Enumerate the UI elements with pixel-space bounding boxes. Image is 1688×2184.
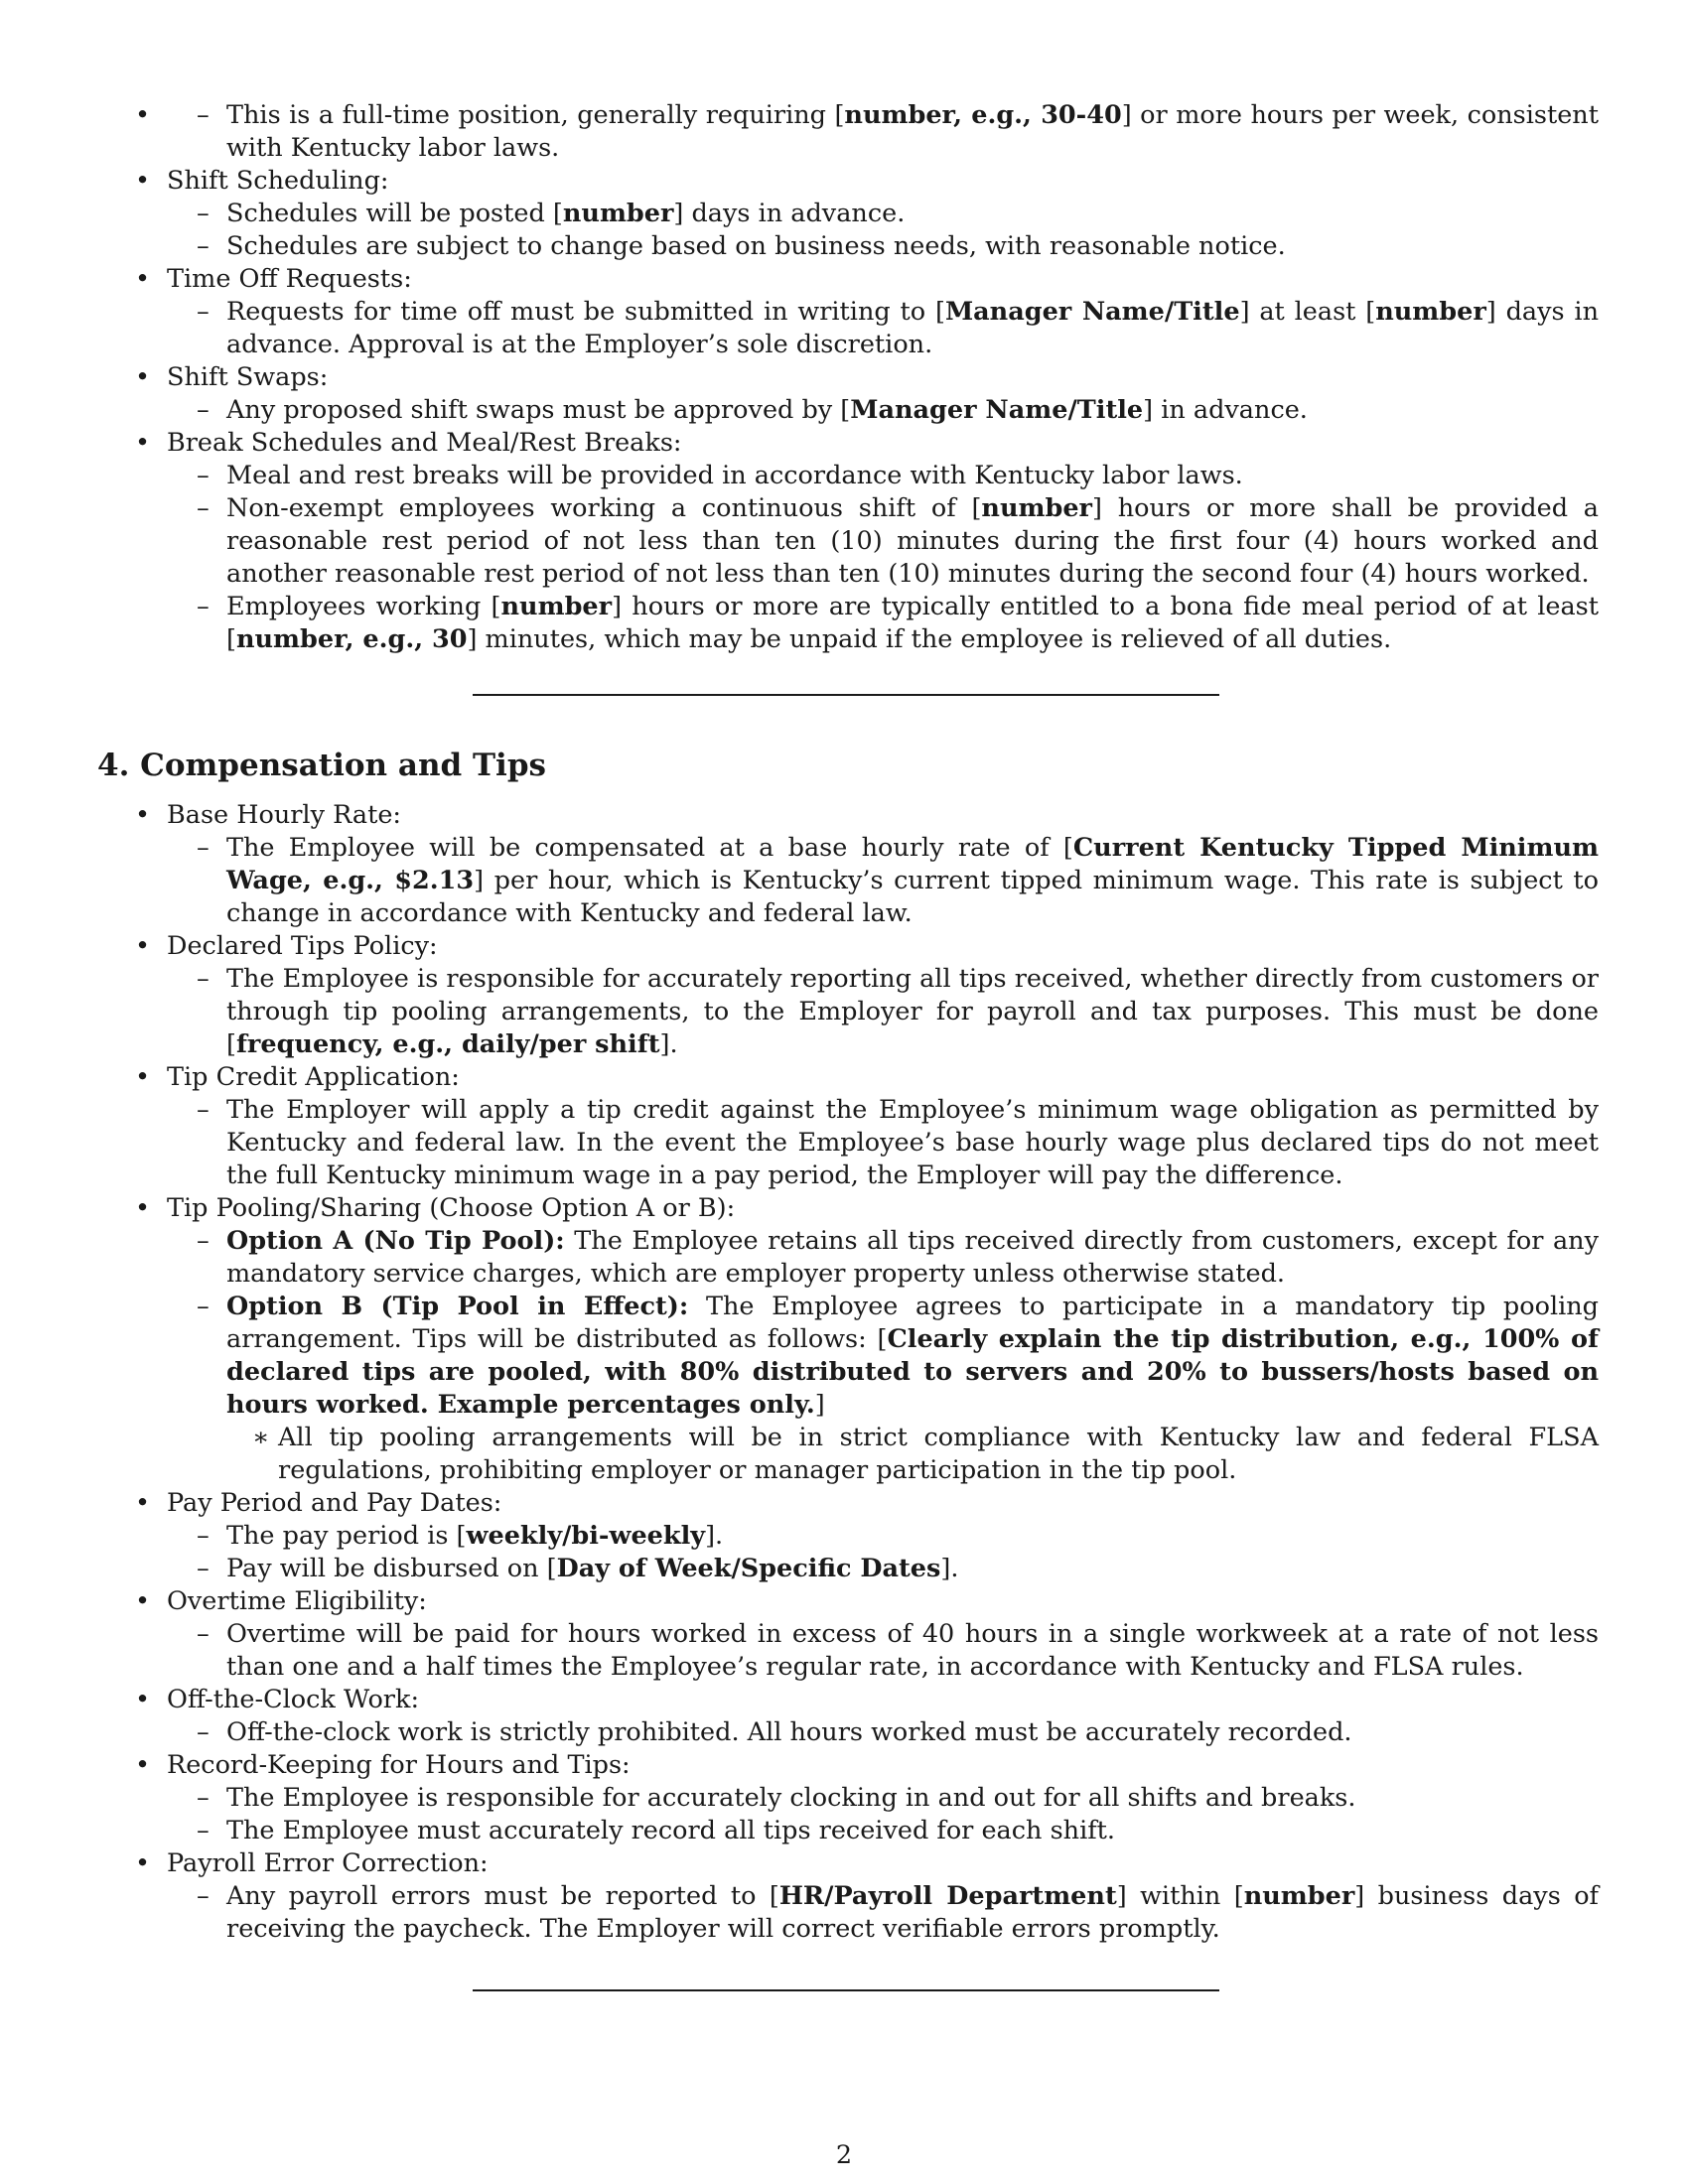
tip-pool-compliance-text: ∗ All tip pooling arrangements will be in strict compliance with Kentucky law and federal FLSA regulations, prohibiting employer or manager participation in the tip pool. xyxy=(97,1422,1599,1487)
off-clock-item: • Off-the-Clock Work: – Off-the-clock work is strictly prohibited. All hours worked must be accurately recorded. xyxy=(97,1684,1599,1749)
declared-tips-item: • Declared Tips Policy: – The Employee is responsible for accurately reporting all tips received, whether directly from customers or through tip pooling arrangements, to the Employer for payroll and tax purposes. This must be done [frequency, e.g., daily/per shift]. xyxy=(97,930,1599,1061)
breaks-law-text: – Meal and rest breaks will be provided in accordance with Kentucky labor laws. xyxy=(97,460,1599,492)
record-tips-text: – The Employee must accurately record all tips received for each shift. xyxy=(97,1815,1599,1847)
off-clock-text: – Off-the-clock work is strictly prohibited. All hours worked must be accurately recorded. xyxy=(97,1716,1599,1749)
payroll-error-text: – Any payroll errors must be reported to [HR/Payroll Department] within [number] business days of receiving the paycheck. The Employer will correct verifiable errors promptly. xyxy=(97,1880,1599,1946)
list-item xyxy=(97,99,1599,165)
schedule-change-item: – Schedules are subject to change based on business needs, with reasonable notice. xyxy=(97,230,1599,263)
section-3-list xyxy=(97,99,1599,656)
pay-period-text: – The pay period is [weekly/bi-weekly]. xyxy=(97,1520,1599,1553)
section-4-list xyxy=(97,799,1599,1946)
time-off-text: – Requests for time off must be submitted in writing to [Manager Name/Title] at least [number] days in advance. Approval is at the Employer’s sole discretion. xyxy=(97,296,1599,361)
full-time-item: – • This is a full-time position, generally requiring [number, e.g., 30-40] or more hours per week, consistent with Kentucky labor laws. xyxy=(97,99,1599,165)
meal-break-text: – Employees working [number] hours or more are typically entitled to a bona fide meal period of at least [number, e.g., 30] minutes, which may be unpaid if the employee is relieved of all duties. xyxy=(97,591,1599,656)
schedule-posted-item: – Schedules will be posted [number] days in advance. xyxy=(97,198,1599,230)
rest-break-text: – Non-exempt employees working a continuous shift of [number] hours or more shall be provided a reasonable rest period of not less than ten (10) minutes during the first four (4) hours worked and another reasonable rest period of not less than ten (10) minutes during the second four (4) hours worked. xyxy=(97,492,1599,591)
page-content xyxy=(97,99,1599,1991)
tip-credit-text: – The Employer will apply a tip credit against the Employee’s minimum wage obligation as permitted by Kentucky and federal law. In the event the Employee’s base hourly wage plus declared tips do not meet the full Kentucky minimum wage in a pay period, the Employer will pay the difference. xyxy=(97,1094,1599,1192)
breaks-item: • Break Schedules and Meal/Rest Breaks: – Meal and rest breaks will be provided in accordance with Kentucky labor laws. – Non-exempt employees working a continuous shift of [number] hours or more shall be provided a reasonable rest period of not less than ten (10) minutes during the first four (4) hours worked and another reasonable rest period of not less than ten (10) minutes during the second four (4) hours worked. – Employees working [number] hours or more are typically entitled to a bona fide meal period of at least [number, e.g., 30] minutes, which may be unpaid if the employee is relieved of all duties. xyxy=(97,427,1599,656)
base-rate-text: – The Employee will be compensated at a base hourly rate of [Current Kentucky Tipped Minimum Wage, e.g., $2.13] per hour, which is Kentucky’s current tipped minimum wage. This rate is subject to change in accordance with Kentucky and federal law. xyxy=(97,832,1599,930)
record-clock-text: – The Employee is responsible for accurately clocking in and out for all shifts and breaks. xyxy=(97,1782,1599,1815)
section-divider xyxy=(473,1989,1219,1991)
shift-swaps-item: • Shift Swaps: – Any proposed shift swaps must be approved by [Manager Name/Title] in advance. xyxy=(97,361,1599,427)
section-divider xyxy=(473,694,1219,696)
overtime-text: – Overtime will be paid for hours worked in excess of 40 hours in a single workweek at a rate of not less than one and a half times the Employee’s regular rate, in accordance with Kentucky and FLSA rules. xyxy=(97,1618,1599,1684)
page-number: 2 xyxy=(835,2140,853,2170)
time-off-item: • Time Off Requests: – Requests for time off must be submitted in writing to [Manager Name/Title] at least [number] days in advance. Approval is at the Employer’s sole discretion. xyxy=(97,263,1599,361)
record-keeping-item: • Record-Keeping for Hours and Tips: – The Employee is responsible for accurately clocking in and out for all shifts and breaks. – The Employee must accurately record all tips received for each shift. xyxy=(97,1749,1599,1847)
pay-dates-text: – Pay will be disbursed on [Day of Week/Specific Dates]. xyxy=(97,1553,1599,1585)
section-4-heading: 4. Compensation and Tips xyxy=(97,748,546,783)
shift-swaps-text: – Any proposed shift swaps must be approved by [Manager Name/Title] in advance. xyxy=(97,394,1599,427)
option-a-text: – Option A (No Tip Pool): The Employee retains all tips received directly from customers, except for any mandatory service charges, which are employer property unless otherwise stated. xyxy=(97,1225,1599,1291)
payroll-error-item: • Payroll Error Correction: – Any payroll errors must be reported to [HR/Payroll Department] within [number] business days of receiving the paycheck. The Employer will correct verifiable errors promptly. xyxy=(97,1847,1599,1946)
base-rate-item: • Base Hourly Rate: – The Employee will be compensated at a base hourly rate of [Current Kentucky Tipped Minimum Wage, e.g., $2.13] per hour, which is Kentucky’s current tipped minimum wage. This rate is subject to change in accordance with Kentucky and federal law. xyxy=(97,799,1599,930)
tip-credit-item: • Tip Credit Application: – The Employer will apply a tip credit against the Employee’s minimum wage obligation as permitted by Kentucky and federal law. In the event the Employee’s base hourly wage plus declared tips do not meet the full Kentucky minimum wage in a pay period, the Employer will pay the difference. xyxy=(97,1061,1599,1192)
option-b-text: – Option B (Tip Pool in Effect): The Employee agrees to participate in a mandatory tip pooling arrangement. Tips will be distributed as follows: [Clearly explain the tip distribution, e.g., 100% of declared tips are pooled, with 80% distributed to servers and 20% to bussers/hosts based on hours worked. Example percentages only.] ∗ All tip pooling arrangements will be in strict compliance with Kentucky law and federal FLSA regulations, prohibiting employer or manager participation in the tip pool. xyxy=(97,1291,1599,1487)
pay-period-item: • Pay Period and Pay Dates: – The pay period is [weekly/bi-weekly]. – Pay will be disbursed on [Day of Week/Specific Dates]. xyxy=(97,1487,1599,1585)
shift-scheduling-item: • Shift Scheduling: – Schedules will be posted [number] days in advance. – Schedules are subject to change based on business needs, with reasonable notice. xyxy=(97,165,1599,263)
declared-tips-text: – The Employee is responsible for accurately reporting all tips received, whether directly from customers or through tip pooling arrangements, to the Employer for payroll and tax purposes. This must be done [frequency, e.g., daily/per shift]. xyxy=(97,963,1599,1061)
overtime-item: • Overtime Eligibility: – Overtime will be paid for hours worked in excess of 40 hours in a single workweek at a rate of not less than one and a half times the Employee’s regular rate, in accordance with Kentucky and FLSA rules. xyxy=(97,1585,1599,1684)
tip-pooling-item: • Tip Pooling/Sharing (Choose Option A or B): – Option A (No Tip Pool): The Employee retains all tips received directly from customers, except for any mandatory service charges, which are employer property unless otherwise stated. – Option B (Tip Pool in Effect): The Employee agrees to participate in a mandatory tip pooling arrangement. Tips will be distributed as follows: [Clearly explain the tip distribution, e.g., 100% of declared tips are pooled, with 80% distributed to servers and 20% to bussers/hosts based on hours worked. Example percentages only.] ∗ All tip pooling arrangements will be in strict compliance with Kentucky law and federal FLSA regulations, prohibiting employer or manager participation in the tip pool. xyxy=(97,1192,1599,1487)
